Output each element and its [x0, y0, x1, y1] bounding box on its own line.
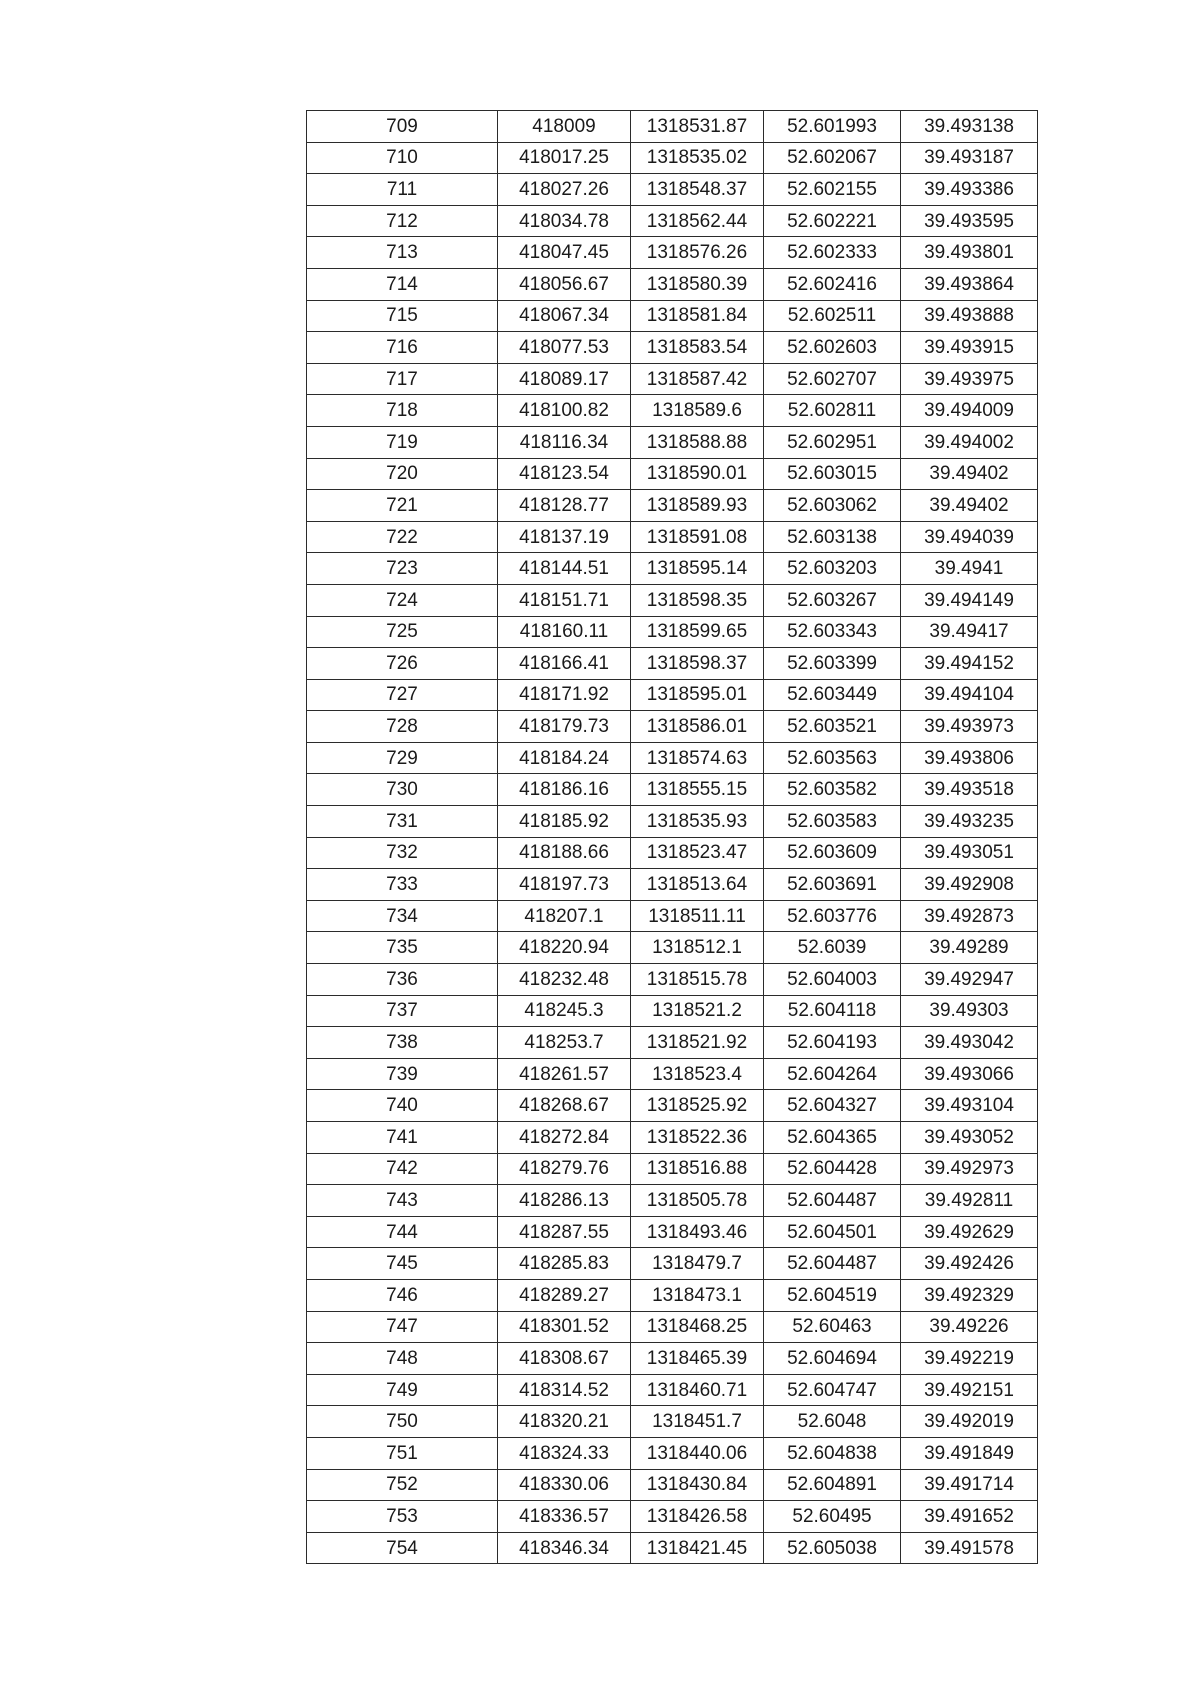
x-coordinate-cell: 418047.45 — [498, 237, 631, 269]
latitude-cell: 52.604193 — [764, 1027, 901, 1059]
longitude-cell: 39.492873 — [901, 900, 1038, 932]
x-coordinate-cell: 418336.57 — [498, 1501, 631, 1533]
longitude-cell: 39.493138 — [901, 111, 1038, 143]
longitude-cell: 39.493042 — [901, 1027, 1038, 1059]
x-coordinate-cell: 418185.92 — [498, 806, 631, 838]
coordinates-table-body — [307, 111, 1038, 1564]
y-coordinate-cell: 1318521.92 — [631, 1027, 764, 1059]
y-coordinate-cell: 1318512.1 — [631, 932, 764, 964]
y-coordinate-cell: 1318598.35 — [631, 584, 764, 616]
table-row — [307, 869, 1038, 901]
table-row — [307, 363, 1038, 395]
latitude-cell: 52.602221 — [764, 205, 901, 237]
latitude-cell: 52.603609 — [764, 837, 901, 869]
table-row — [307, 1311, 1038, 1343]
longitude-cell: 39.493864 — [901, 268, 1038, 300]
x-coordinate-cell: 418346.34 — [498, 1532, 631, 1564]
x-coordinate-cell: 418314.52 — [498, 1374, 631, 1406]
table-row — [307, 490, 1038, 522]
point-number-cell: 748 — [307, 1343, 498, 1375]
point-number-cell: 751 — [307, 1437, 498, 1469]
point-number-cell: 743 — [307, 1185, 498, 1217]
point-number-cell: 749 — [307, 1374, 498, 1406]
point-number-cell: 722 — [307, 521, 498, 553]
latitude-cell: 52.605038 — [764, 1532, 901, 1564]
longitude-cell: 39.492947 — [901, 964, 1038, 996]
longitude-cell: 39.494152 — [901, 648, 1038, 680]
longitude-cell: 39.493104 — [901, 1090, 1038, 1122]
point-number-cell: 719 — [307, 426, 498, 458]
latitude-cell: 52.604891 — [764, 1469, 901, 1501]
longitude-cell: 39.491652 — [901, 1501, 1038, 1533]
point-number-cell: 724 — [307, 584, 498, 616]
longitude-cell: 39.49289 — [901, 932, 1038, 964]
point-number-cell: 715 — [307, 300, 498, 332]
latitude-cell: 52.604487 — [764, 1248, 901, 1280]
longitude-cell: 39.493235 — [901, 806, 1038, 838]
point-number-cell: 740 — [307, 1090, 498, 1122]
latitude-cell: 52.604327 — [764, 1090, 901, 1122]
point-number-cell: 720 — [307, 458, 498, 490]
point-number-cell: 750 — [307, 1406, 498, 1438]
table-row — [307, 395, 1038, 427]
longitude-cell: 39.49417 — [901, 616, 1038, 648]
longitude-cell: 39.493386 — [901, 174, 1038, 206]
table-row — [307, 584, 1038, 616]
y-coordinate-cell: 1318590.01 — [631, 458, 764, 490]
y-coordinate-cell: 1318460.71 — [631, 1374, 764, 1406]
table-row — [307, 1185, 1038, 1217]
longitude-cell: 39.492019 — [901, 1406, 1038, 1438]
longitude-cell: 39.493806 — [901, 742, 1038, 774]
table-row — [307, 1437, 1038, 1469]
latitude-cell: 52.604487 — [764, 1185, 901, 1217]
table-row — [307, 300, 1038, 332]
latitude-cell: 52.604501 — [764, 1216, 901, 1248]
longitude-cell: 39.4941 — [901, 553, 1038, 585]
table-row — [307, 900, 1038, 932]
latitude-cell: 52.603582 — [764, 774, 901, 806]
x-coordinate-cell: 418100.82 — [498, 395, 631, 427]
longitude-cell: 39.492908 — [901, 869, 1038, 901]
y-coordinate-cell: 1318511.11 — [631, 900, 764, 932]
latitude-cell: 52.604003 — [764, 964, 901, 996]
latitude-cell: 52.603691 — [764, 869, 901, 901]
x-coordinate-cell: 418197.73 — [498, 869, 631, 901]
point-number-cell: 734 — [307, 900, 498, 932]
x-coordinate-cell: 418128.77 — [498, 490, 631, 522]
point-number-cell: 735 — [307, 932, 498, 964]
point-number-cell: 710 — [307, 142, 498, 174]
x-coordinate-cell: 418056.67 — [498, 268, 631, 300]
latitude-cell: 52.603521 — [764, 711, 901, 743]
table-row — [307, 1343, 1038, 1375]
longitude-cell: 39.494009 — [901, 395, 1038, 427]
table-row — [307, 1027, 1038, 1059]
y-coordinate-cell: 1318586.01 — [631, 711, 764, 743]
point-number-cell: 744 — [307, 1216, 498, 1248]
x-coordinate-cell: 418151.71 — [498, 584, 631, 616]
latitude-cell: 52.604428 — [764, 1153, 901, 1185]
y-coordinate-cell: 1318430.84 — [631, 1469, 764, 1501]
y-coordinate-cell: 1318493.46 — [631, 1216, 764, 1248]
point-number-cell: 713 — [307, 237, 498, 269]
x-coordinate-cell: 418289.27 — [498, 1279, 631, 1311]
latitude-cell: 52.603776 — [764, 900, 901, 932]
longitude-cell: 39.493051 — [901, 837, 1038, 869]
latitude-cell: 52.602707 — [764, 363, 901, 395]
table-row — [307, 1406, 1038, 1438]
longitude-cell: 39.491714 — [901, 1469, 1038, 1501]
point-number-cell: 721 — [307, 490, 498, 522]
x-coordinate-cell: 418268.67 — [498, 1090, 631, 1122]
latitude-cell: 52.603267 — [764, 584, 901, 616]
point-number-cell: 728 — [307, 711, 498, 743]
latitude-cell: 52.602067 — [764, 142, 901, 174]
x-coordinate-cell: 418171.92 — [498, 679, 631, 711]
latitude-cell: 52.6039 — [764, 932, 901, 964]
table-row — [307, 679, 1038, 711]
table-row — [307, 553, 1038, 585]
point-number-cell: 747 — [307, 1311, 498, 1343]
y-coordinate-cell: 1318525.92 — [631, 1090, 764, 1122]
longitude-cell: 39.492329 — [901, 1279, 1038, 1311]
table-row — [307, 458, 1038, 490]
x-coordinate-cell: 418220.94 — [498, 932, 631, 964]
y-coordinate-cell: 1318515.78 — [631, 964, 764, 996]
table-row — [307, 111, 1038, 143]
point-number-cell: 730 — [307, 774, 498, 806]
latitude-cell: 52.602951 — [764, 426, 901, 458]
y-coordinate-cell: 1318587.42 — [631, 363, 764, 395]
x-coordinate-cell: 418166.41 — [498, 648, 631, 680]
x-coordinate-cell: 418116.34 — [498, 426, 631, 458]
x-coordinate-cell: 418261.57 — [498, 1058, 631, 1090]
latitude-cell: 52.603583 — [764, 806, 901, 838]
y-coordinate-cell: 1318505.78 — [631, 1185, 764, 1217]
latitude-cell: 52.604118 — [764, 995, 901, 1027]
x-coordinate-cell: 418009 — [498, 111, 631, 143]
table-row — [307, 1216, 1038, 1248]
latitude-cell: 52.603343 — [764, 616, 901, 648]
y-coordinate-cell: 1318589.93 — [631, 490, 764, 522]
x-coordinate-cell: 418287.55 — [498, 1216, 631, 1248]
y-coordinate-cell: 1318562.44 — [631, 205, 764, 237]
y-coordinate-cell: 1318583.54 — [631, 332, 764, 364]
longitude-cell: 39.491578 — [901, 1532, 1038, 1564]
point-number-cell: 736 — [307, 964, 498, 996]
table-row — [307, 205, 1038, 237]
x-coordinate-cell: 418324.33 — [498, 1437, 631, 1469]
point-number-cell: 711 — [307, 174, 498, 206]
longitude-cell: 39.492629 — [901, 1216, 1038, 1248]
x-coordinate-cell: 418123.54 — [498, 458, 631, 490]
point-number-cell: 753 — [307, 1501, 498, 1533]
point-number-cell: 739 — [307, 1058, 498, 1090]
y-coordinate-cell: 1318523.4 — [631, 1058, 764, 1090]
table-row — [307, 237, 1038, 269]
point-number-cell: 723 — [307, 553, 498, 585]
longitude-cell: 39.492219 — [901, 1343, 1038, 1375]
point-number-cell: 714 — [307, 268, 498, 300]
table-row — [307, 332, 1038, 364]
point-number-cell: 717 — [307, 363, 498, 395]
latitude-cell: 52.603449 — [764, 679, 901, 711]
x-coordinate-cell: 418285.83 — [498, 1248, 631, 1280]
longitude-cell: 39.494149 — [901, 584, 1038, 616]
y-coordinate-cell: 1318576.26 — [631, 237, 764, 269]
y-coordinate-cell: 1318599.65 — [631, 616, 764, 648]
latitude-cell: 52.602511 — [764, 300, 901, 332]
longitude-cell: 39.491849 — [901, 1437, 1038, 1469]
latitude-cell: 52.602811 — [764, 395, 901, 427]
x-coordinate-cell: 418027.26 — [498, 174, 631, 206]
x-coordinate-cell: 418279.76 — [498, 1153, 631, 1185]
y-coordinate-cell: 1318595.14 — [631, 553, 764, 585]
y-coordinate-cell: 1318513.64 — [631, 869, 764, 901]
point-number-cell: 726 — [307, 648, 498, 680]
point-number-cell: 745 — [307, 1248, 498, 1280]
y-coordinate-cell: 1318548.37 — [631, 174, 764, 206]
longitude-cell: 39.493801 — [901, 237, 1038, 269]
x-coordinate-cell: 418017.25 — [498, 142, 631, 174]
longitude-cell: 39.493518 — [901, 774, 1038, 806]
table-row — [307, 174, 1038, 206]
x-coordinate-cell: 418077.53 — [498, 332, 631, 364]
x-coordinate-cell: 418301.52 — [498, 1311, 631, 1343]
longitude-cell: 39.49402 — [901, 490, 1038, 522]
x-coordinate-cell: 418253.7 — [498, 1027, 631, 1059]
y-coordinate-cell: 1318521.2 — [631, 995, 764, 1027]
x-coordinate-cell: 418179.73 — [498, 711, 631, 743]
table-row — [307, 1153, 1038, 1185]
table-row — [307, 648, 1038, 680]
x-coordinate-cell: 418186.16 — [498, 774, 631, 806]
x-coordinate-cell: 418207.1 — [498, 900, 631, 932]
longitude-cell: 39.494002 — [901, 426, 1038, 458]
longitude-cell: 39.492973 — [901, 1153, 1038, 1185]
latitude-cell: 52.602155 — [764, 174, 901, 206]
longitude-cell: 39.494039 — [901, 521, 1038, 553]
x-coordinate-cell: 418320.21 — [498, 1406, 631, 1438]
table-row — [307, 1090, 1038, 1122]
point-number-cell: 733 — [307, 869, 498, 901]
latitude-cell: 52.603203 — [764, 553, 901, 585]
point-number-cell: 746 — [307, 1279, 498, 1311]
point-number-cell: 727 — [307, 679, 498, 711]
longitude-cell: 39.494104 — [901, 679, 1038, 711]
y-coordinate-cell: 1318588.88 — [631, 426, 764, 458]
point-number-cell: 737 — [307, 995, 498, 1027]
latitude-cell: 52.603015 — [764, 458, 901, 490]
y-coordinate-cell: 1318523.47 — [631, 837, 764, 869]
table-row — [307, 1122, 1038, 1154]
longitude-cell: 39.493187 — [901, 142, 1038, 174]
y-coordinate-cell: 1318421.45 — [631, 1532, 764, 1564]
point-number-cell: 712 — [307, 205, 498, 237]
longitude-cell: 39.492426 — [901, 1248, 1038, 1280]
longitude-cell: 39.492811 — [901, 1185, 1038, 1217]
latitude-cell: 52.604519 — [764, 1279, 901, 1311]
x-coordinate-cell: 418160.11 — [498, 616, 631, 648]
table-row — [307, 521, 1038, 553]
point-number-cell: 742 — [307, 1153, 498, 1185]
table-row — [307, 1501, 1038, 1533]
table-row — [307, 1058, 1038, 1090]
table-row — [307, 426, 1038, 458]
y-coordinate-cell: 1318574.63 — [631, 742, 764, 774]
longitude-cell: 39.493915 — [901, 332, 1038, 364]
point-number-cell: 731 — [307, 806, 498, 838]
longitude-cell: 39.49226 — [901, 1311, 1038, 1343]
x-coordinate-cell: 418330.06 — [498, 1469, 631, 1501]
y-coordinate-cell: 1318535.02 — [631, 142, 764, 174]
point-number-cell: 716 — [307, 332, 498, 364]
latitude-cell: 52.604365 — [764, 1122, 901, 1154]
table-row — [307, 616, 1038, 648]
latitude-cell: 52.602333 — [764, 237, 901, 269]
y-coordinate-cell: 1318440.06 — [631, 1437, 764, 1469]
point-number-cell: 752 — [307, 1469, 498, 1501]
longitude-cell: 39.49402 — [901, 458, 1038, 490]
point-number-cell: 738 — [307, 1027, 498, 1059]
latitude-cell: 52.604264 — [764, 1058, 901, 1090]
point-number-cell: 718 — [307, 395, 498, 427]
table-row — [307, 1532, 1038, 1564]
latitude-cell: 52.602603 — [764, 332, 901, 364]
y-coordinate-cell: 1318580.39 — [631, 268, 764, 300]
point-number-cell: 729 — [307, 742, 498, 774]
table-row — [307, 1279, 1038, 1311]
latitude-cell: 52.603563 — [764, 742, 901, 774]
y-coordinate-cell: 1318516.88 — [631, 1153, 764, 1185]
point-number-cell: 732 — [307, 837, 498, 869]
y-coordinate-cell: 1318465.39 — [631, 1343, 764, 1375]
y-coordinate-cell: 1318535.93 — [631, 806, 764, 838]
table-row — [307, 806, 1038, 838]
table-row — [307, 932, 1038, 964]
longitude-cell: 39.49303 — [901, 995, 1038, 1027]
point-number-cell: 725 — [307, 616, 498, 648]
x-coordinate-cell: 418232.48 — [498, 964, 631, 996]
x-coordinate-cell: 418188.66 — [498, 837, 631, 869]
latitude-cell: 52.604747 — [764, 1374, 901, 1406]
latitude-cell: 52.601993 — [764, 111, 901, 143]
longitude-cell: 39.493888 — [901, 300, 1038, 332]
y-coordinate-cell: 1318468.25 — [631, 1311, 764, 1343]
y-coordinate-cell: 1318451.7 — [631, 1406, 764, 1438]
x-coordinate-cell: 418137.19 — [498, 521, 631, 553]
longitude-cell: 39.493595 — [901, 205, 1038, 237]
longitude-cell: 39.493066 — [901, 1058, 1038, 1090]
latitude-cell: 52.60495 — [764, 1501, 901, 1533]
table-row — [307, 964, 1038, 996]
latitude-cell: 52.6048 — [764, 1406, 901, 1438]
latitude-cell: 52.604694 — [764, 1343, 901, 1375]
table-row — [307, 995, 1038, 1027]
x-coordinate-cell: 418034.78 — [498, 205, 631, 237]
latitude-cell: 52.603399 — [764, 648, 901, 680]
latitude-cell: 52.60463 — [764, 1311, 901, 1343]
x-coordinate-cell: 418067.34 — [498, 300, 631, 332]
longitude-cell: 39.493973 — [901, 711, 1038, 743]
latitude-cell: 52.603062 — [764, 490, 901, 522]
x-coordinate-cell: 418272.84 — [498, 1122, 631, 1154]
point-number-cell: 741 — [307, 1122, 498, 1154]
latitude-cell: 52.602416 — [764, 268, 901, 300]
y-coordinate-cell: 1318595.01 — [631, 679, 764, 711]
table-row — [307, 142, 1038, 174]
table-row — [307, 1469, 1038, 1501]
latitude-cell: 52.603138 — [764, 521, 901, 553]
longitude-cell: 39.493975 — [901, 363, 1038, 395]
longitude-cell: 39.492151 — [901, 1374, 1038, 1406]
y-coordinate-cell: 1318479.7 — [631, 1248, 764, 1280]
y-coordinate-cell: 1318581.84 — [631, 300, 764, 332]
point-number-cell: 754 — [307, 1532, 498, 1564]
coordinates-table — [306, 110, 1038, 1564]
y-coordinate-cell: 1318591.08 — [631, 521, 764, 553]
y-coordinate-cell: 1318473.1 — [631, 1279, 764, 1311]
y-coordinate-cell: 1318589.6 — [631, 395, 764, 427]
x-coordinate-cell: 418144.51 — [498, 553, 631, 585]
y-coordinate-cell: 1318522.36 — [631, 1122, 764, 1154]
point-number-cell: 709 — [307, 111, 498, 143]
table-row — [307, 1374, 1038, 1406]
table-row — [307, 268, 1038, 300]
y-coordinate-cell: 1318426.58 — [631, 1501, 764, 1533]
latitude-cell: 52.604838 — [764, 1437, 901, 1469]
table-row — [307, 837, 1038, 869]
y-coordinate-cell: 1318555.15 — [631, 774, 764, 806]
table-row — [307, 742, 1038, 774]
x-coordinate-cell: 418308.67 — [498, 1343, 631, 1375]
y-coordinate-cell: 1318531.87 — [631, 111, 764, 143]
table-row — [307, 774, 1038, 806]
y-coordinate-cell: 1318598.37 — [631, 648, 764, 680]
x-coordinate-cell: 418089.17 — [498, 363, 631, 395]
x-coordinate-cell: 418245.3 — [498, 995, 631, 1027]
x-coordinate-cell: 418184.24 — [498, 742, 631, 774]
x-coordinate-cell: 418286.13 — [498, 1185, 631, 1217]
table-row — [307, 711, 1038, 743]
longitude-cell: 39.493052 — [901, 1122, 1038, 1154]
table-row — [307, 1248, 1038, 1280]
